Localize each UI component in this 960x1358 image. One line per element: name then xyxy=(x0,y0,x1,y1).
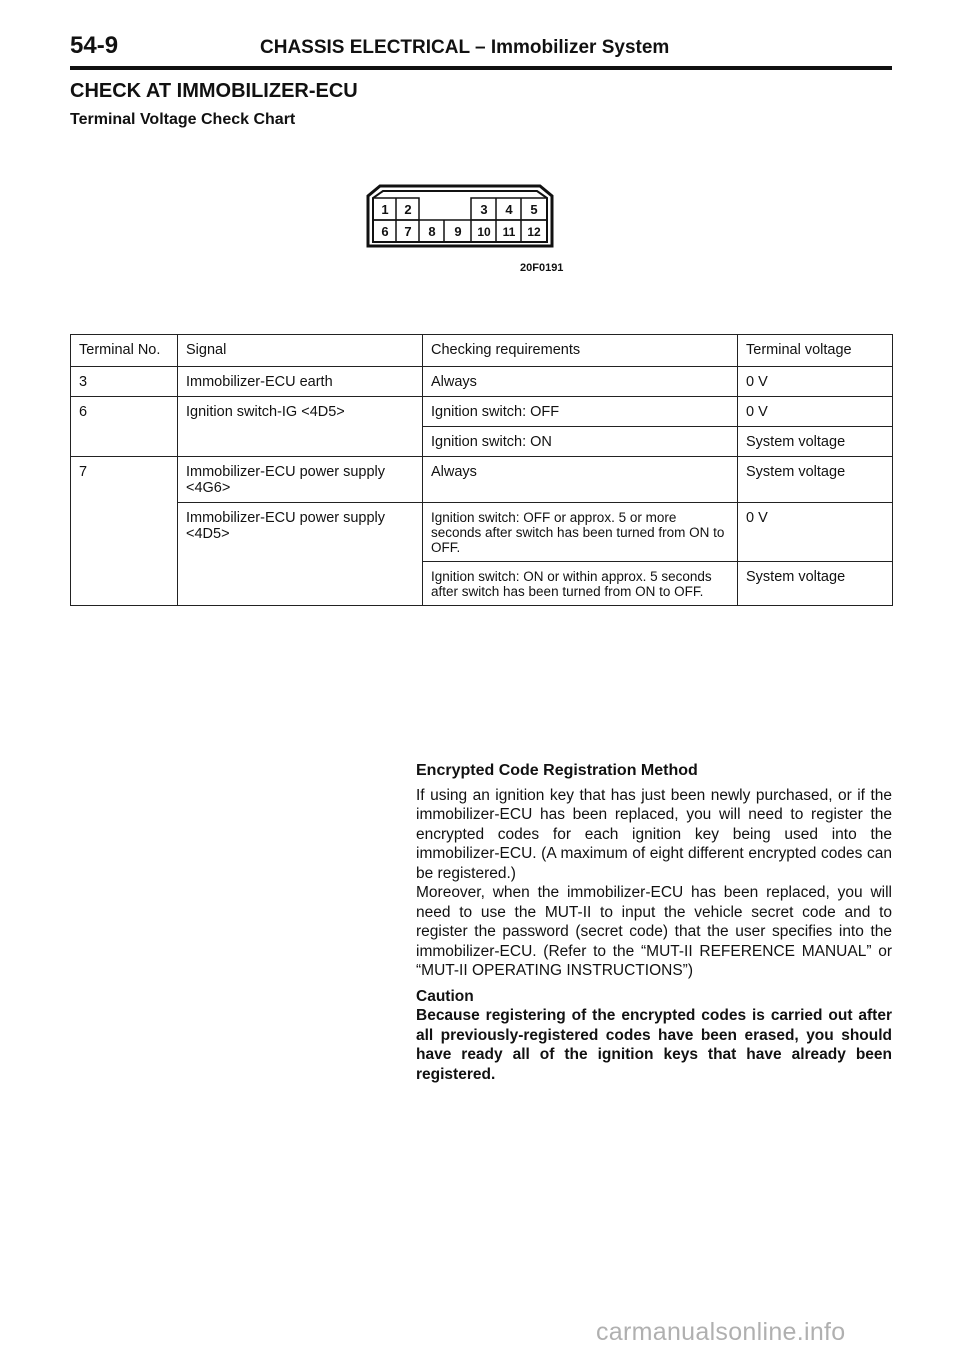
pin-label: 9 xyxy=(454,224,462,239)
voltage-cell: System voltage xyxy=(738,457,893,503)
table-row xyxy=(71,397,893,427)
registration-paragraph: If using an ignition key that has just been newly purchased, or if the immobilizer-ECU has been replaced, you will need to register the encrypted codes for each ignition key being used into the immobilizer-ECU. (A maximum of eight different encrypted codes can be registered.) xyxy=(416,786,892,882)
table-row xyxy=(71,457,893,503)
signal-cell: Immobilizer-ECU earth xyxy=(178,367,423,397)
pin-label: 2 xyxy=(404,202,412,217)
terminal-cell: 3 xyxy=(71,367,178,397)
column-header: Terminal voltage xyxy=(738,335,893,367)
requirement-cell: Always xyxy=(423,457,738,503)
pin-label: 12 xyxy=(527,225,541,239)
column-header: Terminal No. xyxy=(71,335,178,367)
pin-label: 4 xyxy=(505,202,513,217)
requirement-cell: Ignition switch: OFF xyxy=(423,397,738,427)
section-title: CHECK AT IMMOBILIZER-ECU xyxy=(70,80,358,102)
voltage-cell: System voltage xyxy=(738,562,893,606)
registration-paragraph: Moreover, when the immobilizer-ECU has been replaced, you will need to use the MUT-II to input the vehicle secret code and to register the password (secret code) that the user specifies into the immobilizer-ECU. (Refer to the “MUT-II REFERENCE MANUAL” or “MUT-II OPERATING INSTRUCTIONS”) xyxy=(416,884,892,979)
pin-label: 3 xyxy=(480,202,488,217)
pin-label: 1 xyxy=(381,202,389,217)
caution-text: Because registering of the encrypted codes is carried out after all previously-registered codes have been erased, you should have ready all of the ignition keys that have already been registered. xyxy=(416,1007,892,1083)
connector-diagram xyxy=(364,184,564,250)
column-header: Signal xyxy=(178,335,423,367)
table-row xyxy=(71,367,893,397)
requirement-cell: Ignition switch: OFF or approx. 5 or more seconds after switch has been turned from ON to OFF. xyxy=(423,503,738,562)
signal-cell: Ignition switch-IG <4D5> xyxy=(178,397,423,457)
voltage-cell: System voltage xyxy=(738,427,893,457)
pin-label: 6 xyxy=(381,224,389,239)
requirement-cell: Ignition switch: ON or within approx. 5 seconds after switch has been turned from ON to OFF. xyxy=(423,562,738,606)
voltage-cell: 0 V xyxy=(738,503,893,562)
table-row xyxy=(71,503,893,562)
pin-label: 11 xyxy=(502,225,516,239)
requirement-cell: Always xyxy=(423,367,738,397)
signal-cell: Immobilizer-ECU power supply <4D5> xyxy=(178,503,423,606)
subsection-title: Terminal Voltage Check Chart xyxy=(70,111,296,128)
signal-cell: Immobilizer-ECU power supply <4G6> xyxy=(178,457,423,503)
requirement-cell: Ignition switch: ON xyxy=(423,427,738,457)
registration-section xyxy=(416,761,892,1084)
pin-label: 7 xyxy=(404,224,412,239)
voltage-cell: 0 V xyxy=(738,367,893,397)
registration-title: Encrypted Code Registration Method xyxy=(416,762,698,779)
terminal-voltage-table xyxy=(70,334,893,606)
pin-label: 5 xyxy=(530,202,538,217)
table-header-row xyxy=(71,335,893,367)
terminal-cell: 7 xyxy=(71,457,178,606)
figure-code: 20F0191 xyxy=(520,262,564,274)
page-header xyxy=(70,30,892,70)
pin-label: 8 xyxy=(428,224,436,239)
page-number: 54-9 xyxy=(70,32,119,59)
column-header: Checking requirements xyxy=(423,335,738,367)
voltage-cell: 0 V xyxy=(738,397,893,427)
pin-label: 10 xyxy=(477,225,491,239)
watermark: carmanualsonline.info xyxy=(596,1318,846,1346)
running-title: CHASSIS ELECTRICAL – Immobilizer System xyxy=(260,37,670,58)
caution-title: Caution xyxy=(416,987,474,1005)
terminal-cell: 6 xyxy=(71,397,178,457)
